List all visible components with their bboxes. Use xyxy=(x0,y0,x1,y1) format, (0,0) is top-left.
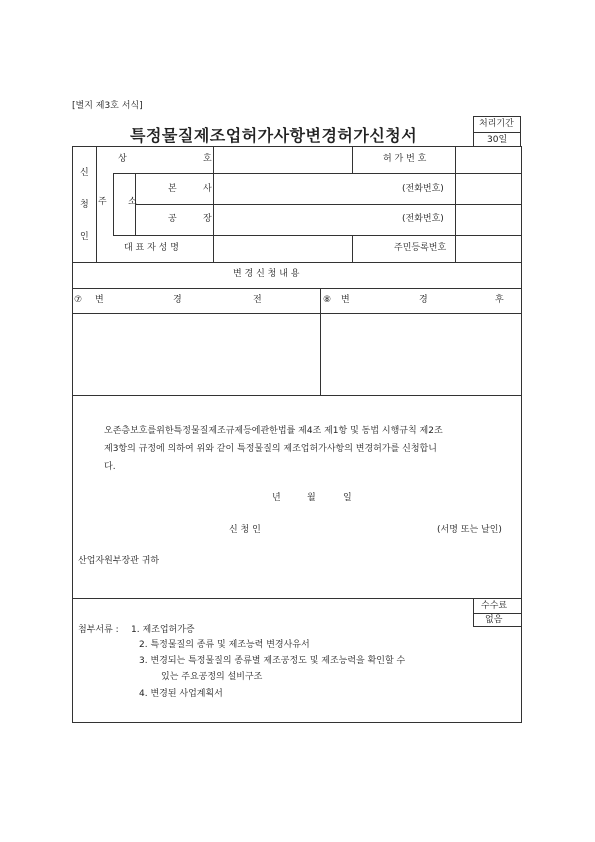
attachment-item: 3. 변경되는 특정물질의 종류별 제조공정도 및 제조능력을 확인할 수 xyxy=(139,656,406,666)
statement-line-1: 오존층보호를위한특정물질제조규제등에관한법률 제4조 제1항 및 동법 시행규칙 제2조 xyxy=(104,426,443,436)
attachment-item: 있는 주요공정의 설비구조 xyxy=(161,672,263,682)
fee-label: 수수료 xyxy=(481,601,508,611)
attachment-item: 1. 제조업허가증 xyxy=(131,625,195,635)
representative-field[interactable] xyxy=(214,236,351,261)
attachment-item: 4. 변경된 사업계획서 xyxy=(139,689,223,699)
factory-label-2: 장 xyxy=(203,214,212,224)
after-change-field[interactable] xyxy=(321,314,521,394)
after-number: ⑧ xyxy=(323,295,332,305)
statement-line-2: 제3항의 규정에 의하여 위와 같이 특정물질의 제조업허가사항의 변경허가를 신청합니 xyxy=(104,444,437,454)
resident-number-label: 주민등록번호 xyxy=(394,243,447,253)
factory-phone-label: (전화번호) xyxy=(402,214,444,224)
before-number: ⑦ xyxy=(74,295,83,305)
resident-number-field[interactable] xyxy=(456,236,521,261)
after-label-1: 변 xyxy=(341,295,350,305)
address-label-1: 주 xyxy=(98,197,107,207)
permit-number-label: 허 가 번 호 xyxy=(383,154,427,164)
processing-period-label: 처리기간 xyxy=(479,119,514,129)
trade-name-label-1: 상 xyxy=(118,154,127,164)
before-change-field[interactable] xyxy=(73,314,319,394)
head-office-label-2: 사 xyxy=(203,184,212,194)
attachment-item: 2. 특정물질의 종류 및 제조능력 변경사유서 xyxy=(139,640,310,650)
head-office-label-1: 본 xyxy=(168,184,177,194)
form-number-label: [별지 제3호 서식] xyxy=(72,101,143,111)
applicant-side-2: 청 xyxy=(80,200,89,210)
change-section-heading: 변 경 신 청 내 용 xyxy=(233,269,300,279)
date-day: 일 xyxy=(343,493,352,503)
processing-period-value: 30일 xyxy=(487,135,508,145)
before-label-3: 전 xyxy=(253,295,262,305)
representative-label: 대 표 자 성 명 xyxy=(124,243,179,253)
applicant-sign-label: 신 청 인 xyxy=(229,525,261,535)
date-year: 년 xyxy=(272,493,281,503)
trade-name-label-2: 호 xyxy=(203,154,212,164)
applicant-side-3: 인 xyxy=(80,232,89,242)
factory-label-1: 공 xyxy=(168,214,177,224)
date-month: 월 xyxy=(307,493,316,503)
after-label-3: 후 xyxy=(495,295,504,305)
applicant-side-1: 신 xyxy=(80,168,89,178)
page-title: 특정물질제조업허가사항변경허가신청서 xyxy=(130,126,418,145)
before-label-2: 경 xyxy=(173,295,182,305)
fee-value: 없음 xyxy=(485,615,503,625)
trade-name-field[interactable] xyxy=(214,147,351,172)
permit-number-field[interactable] xyxy=(456,147,521,172)
statement-line-3: 다. xyxy=(104,462,116,472)
after-label-2: 경 xyxy=(419,295,428,305)
before-label-1: 변 xyxy=(95,295,104,305)
addressee: 산업자원부장관 귀하 xyxy=(78,556,160,566)
address-label-2: 소 xyxy=(128,197,137,207)
sign-or-seal-label: (서명 또는 날인) xyxy=(437,525,502,535)
head-office-phone-label: (전화번호) xyxy=(402,184,444,194)
attachments-label: 첨부서류 : xyxy=(78,625,119,635)
